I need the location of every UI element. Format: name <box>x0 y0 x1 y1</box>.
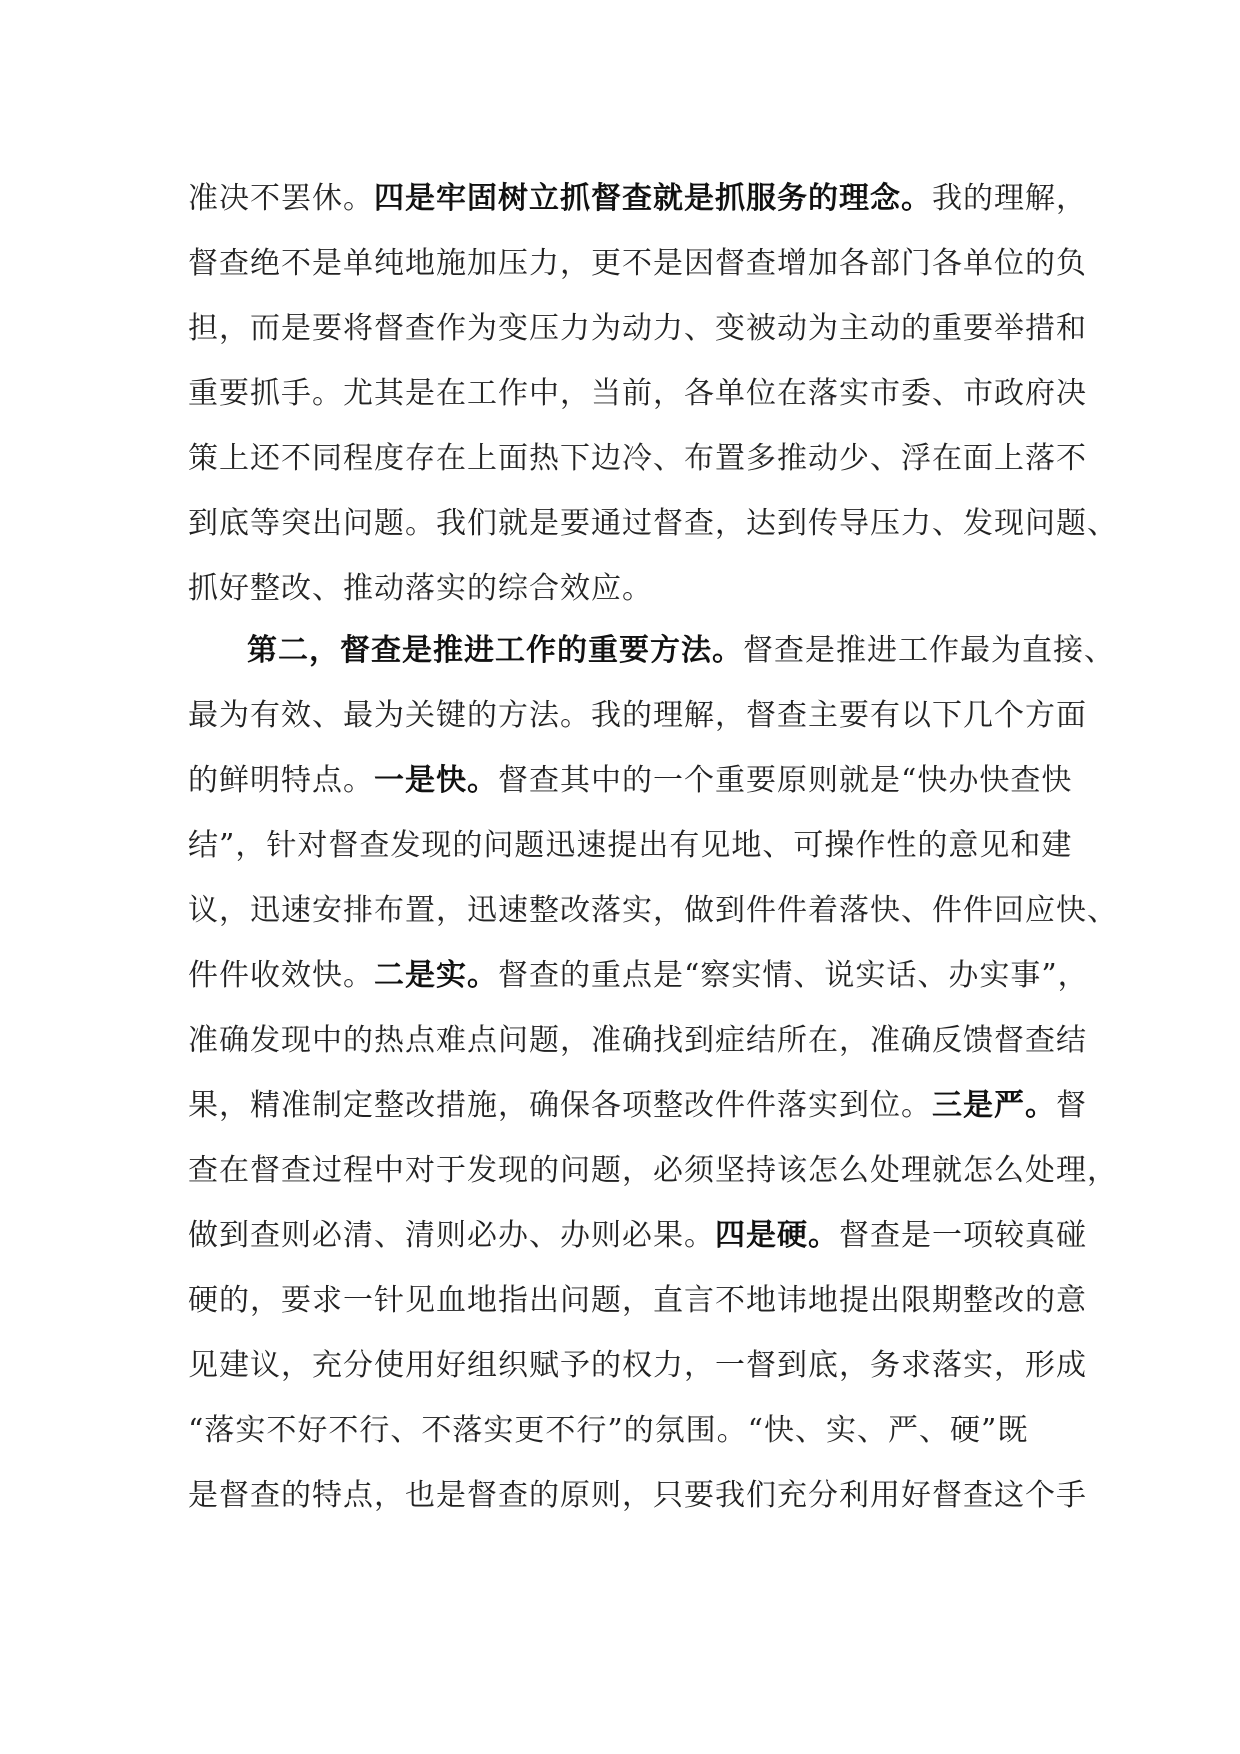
text-line <box>188 296 1087 361</box>
text-line <box>188 231 1087 296</box>
text-segment: 做到查则必清、清则必办、办则必果。 <box>188 1218 715 1253</box>
text-line <box>188 1268 1087 1333</box>
text-segment: 担，而是要将督查作为变压力为动力、变被动为主动的重要举措和 <box>188 311 1087 346</box>
bold-text-segment: 二是实。 <box>374 958 498 993</box>
text-segment: 件件收效快。 <box>188 958 374 993</box>
text-segment: 查在督查过程中对于发现的问题，必须坚持该怎么处理就怎么处理， <box>188 1153 1118 1188</box>
text-line <box>188 1333 1087 1398</box>
text-segment: 策上还不同程度存在上面热下边冷、布置多推动少、浮在面上落不 <box>188 441 1087 476</box>
bold-text-segment: 四是牢固树立抓督查就是抓服务的理念。 <box>374 181 932 216</box>
text-line <box>188 426 1087 491</box>
text-segment: 的鲜明特点。 <box>188 763 374 798</box>
text-segment: 果，精准制定整改措施，确保各项整改件件落实到位。 <box>188 1088 932 1123</box>
text-segment: 督查是推进工作最为直接、 <box>743 633 1115 668</box>
bold-text-segment: 第二，督查是推进工作的重要方法。 <box>247 633 743 668</box>
text-segment: 见建议，充分使用好组织赋予的权力，一督到底，务求落实，形成 <box>188 1348 1087 1383</box>
text-line <box>188 1138 1118 1203</box>
text-line <box>188 556 1078 621</box>
bold-text-segment: 一是快。 <box>374 763 498 798</box>
text-segment: 督查绝不是单纯地施加压力，更不是因督查增加各部门各单位的负 <box>188 246 1087 281</box>
text-segment: 到底等突出问题。我们就是要通过督查，达到传导压力、发现问题、 <box>188 506 1118 541</box>
bold-text-segment: 三是严。 <box>932 1088 1056 1123</box>
text-line <box>188 748 1078 813</box>
text-line <box>188 361 1087 426</box>
text-segment: 督查是一项较真碰 <box>839 1218 1087 1253</box>
text-segment: 是督查的特点，也是督查的原则，只要我们充分利用好督查这个手 <box>188 1478 1087 1513</box>
text-segment: 硬的，要求一针见血地指出问题，直言不地讳地提出限期整改的意 <box>188 1283 1087 1318</box>
text-line <box>188 683 1087 748</box>
text-line <box>188 1398 1078 1463</box>
paragraph-1 <box>188 166 1118 621</box>
text-segment: 议，迅速安排布置，迅速整改落实，做到件件着落快、件件回应快、 <box>188 893 1118 928</box>
text-segment: 准决不罢休。 <box>188 181 374 216</box>
text-line <box>188 1008 1087 1073</box>
text-line <box>188 1203 1087 1268</box>
text-segment: 抓好整改、推动落实的综合效应。 <box>188 571 653 606</box>
text-line <box>188 1073 1087 1138</box>
text-line <box>188 878 1118 943</box>
text-line <box>188 618 1115 683</box>
text-line <box>188 943 1089 1008</box>
text-segment: 准确发现中的热点难点问题，准确找到症结所在，准确反馈督查结 <box>188 1023 1087 1058</box>
paragraph-2 <box>188 618 1118 1528</box>
text-segment: 督查其中的一个重要原则就是“快办快查快 <box>498 763 1073 798</box>
text-segment: “落实不好不行、不落实更不行”的氛围。“快、实、严、硬”既 <box>188 1413 1029 1448</box>
text-segment: 重要抓手。尤其是在工作中，当前，各单位在落实市委、市政府决 <box>188 376 1087 411</box>
text-segment: 结”，针对督查发现的问题迅速提出有见地、可操作性的意见和建 <box>188 828 1073 863</box>
text-line <box>188 813 1078 878</box>
text-segment: 最为有效、最为关键的方法。我的理解，督查主要有以下几个方面 <box>188 698 1087 733</box>
text-segment: 督 <box>1056 1088 1087 1123</box>
text-line <box>188 166 1087 231</box>
text-segment: 督查的重点是“察实情、说实话、办实事”， <box>498 958 1089 993</box>
text-segment: 我的理解， <box>932 181 1087 216</box>
text-line <box>188 491 1118 556</box>
text-line <box>188 1463 1087 1528</box>
bold-text-segment: 四是硬。 <box>715 1218 839 1253</box>
